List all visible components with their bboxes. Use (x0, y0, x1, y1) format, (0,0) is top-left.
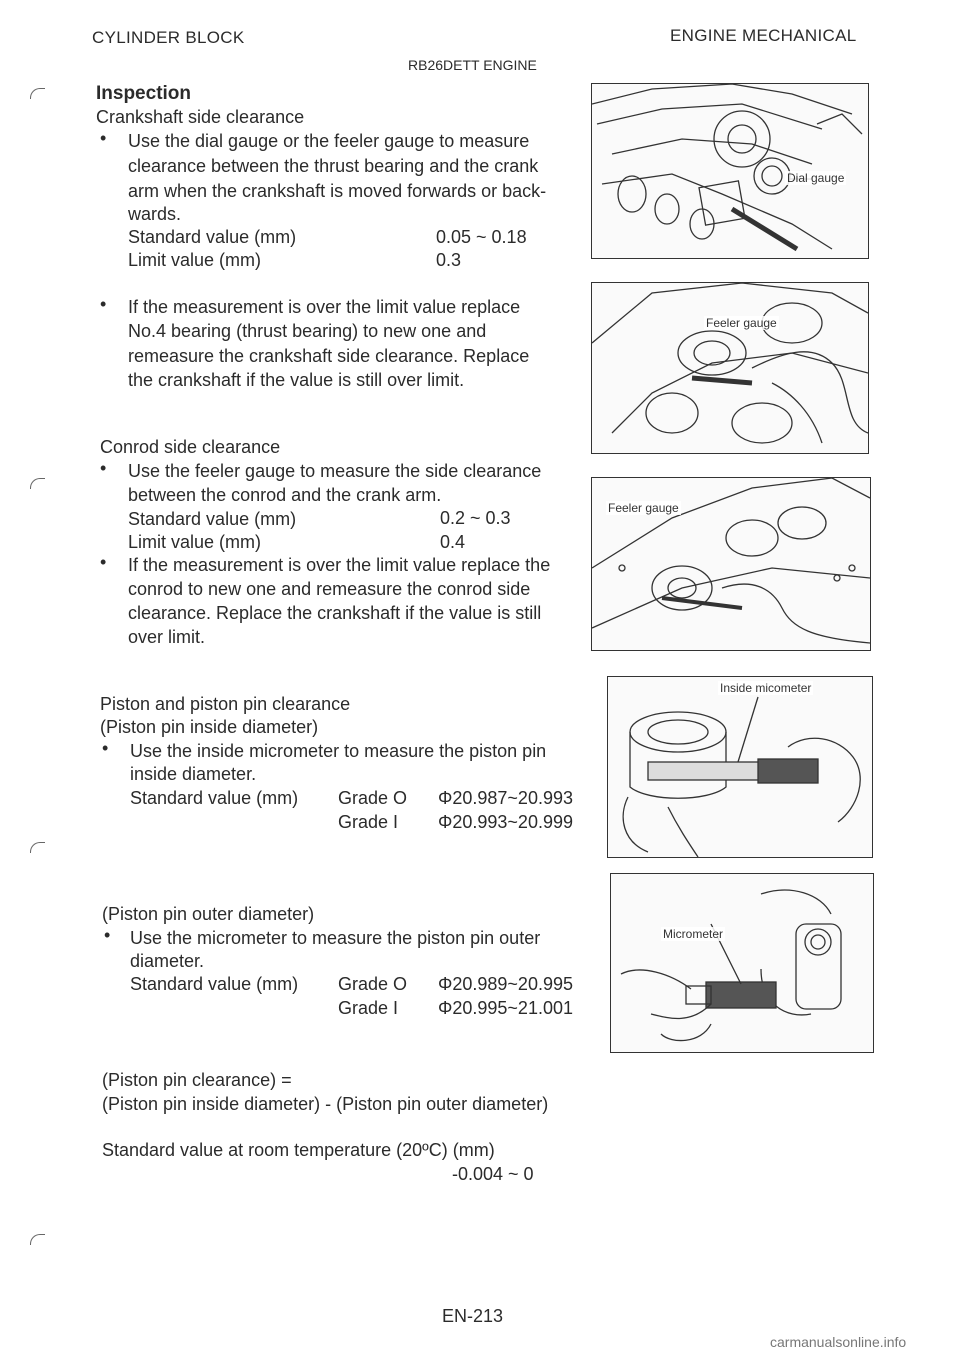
piston-inside-micrometer-illustration (608, 677, 872, 857)
section-title: CYLINDER BLOCK (92, 28, 245, 47)
crankshaft-illustration (592, 283, 868, 453)
figure-micrometer (610, 873, 874, 1053)
crank-std-label: Standard value (mm) (128, 227, 297, 247)
margin-mark (30, 478, 45, 489)
label-inside-micrometer: Inside micometer (720, 681, 812, 695)
figure-crank-feeler-gauge (591, 282, 869, 454)
figure-conrod-feeler-gauge (591, 477, 871, 651)
page-number: EN-213 (442, 1306, 504, 1326)
crank-bullet1-line1: Use the dial gauge or the feeler gauge to measure (128, 131, 530, 151)
piston-inside-bullet-line1: Use the inside micrometer to measure the piston pin (130, 741, 547, 761)
crank-bullet1-line3: arm when the crankshaft is moved forwards or back- (128, 181, 547, 201)
margin-mark (30, 88, 45, 99)
chapter-title: ENGINE MECHANICAL (670, 26, 857, 45)
figure-inside-micrometer (607, 676, 873, 858)
clearance-formula-line2: (Piston pin inside diameter) - (Piston pin outer diameter) (102, 1094, 549, 1114)
piston-outer-std-label: Standard value (mm) (130, 974, 299, 994)
room-temp-label: Standard value at room temperature (20ºC) (mm) (102, 1140, 495, 1160)
conrod-limit-label: Limit value (mm) (128, 532, 262, 552)
label-feeler-gauge-crank: Feeler gauge (706, 316, 777, 330)
crank-limit-value: 0.3 (436, 250, 462, 270)
conrod-bullet2-line4: over limit. (128, 627, 206, 647)
piston-inside-grade0-label: Grade O (338, 788, 408, 808)
margin-mark (30, 842, 45, 853)
piston-heading: Piston and piston pin clearance (100, 694, 351, 714)
bullet-icon: • (100, 128, 107, 148)
crank-bullet2-line1: If the measurement is over the limit value replace (128, 297, 521, 317)
crank-bullet1-line2: clearance between the thrust bearing and the crank (128, 156, 539, 176)
crank-bullet1-line4: wards. (128, 204, 182, 224)
label-feeler-gauge-conrod: Feeler gauge (608, 501, 679, 515)
bullet-icon: • (100, 458, 107, 478)
crank-bullet2-line4: the crankshaft if the value is still over limit. (128, 370, 465, 390)
conrod-bullet1-line1: Use the feeler gauge to measure the side clearance (128, 461, 542, 481)
piston-inside-grade0-value: Φ20.987~20.993 (438, 788, 573, 808)
crank-bullet2-line2: No.4 bearing (thrust bearing) to new one and (128, 321, 487, 341)
crank-bullet2-line3: remeasure the crankshaft side clearance. Replace (128, 346, 530, 366)
micrometer-illustration (611, 874, 873, 1052)
crank-heading: Crankshaft side clearance (96, 107, 305, 127)
bullet-icon: • (100, 294, 107, 314)
room-temp-value: -0.004 ~ 0 (452, 1164, 534, 1184)
piston-outer-bullet-line2: diameter. (130, 951, 205, 971)
piston-inside-bullet-line2: inside diameter. (130, 764, 257, 784)
piston-inside-grade1-value: Φ20.993~20.999 (438, 812, 573, 832)
bullet-icon: • (100, 552, 107, 572)
clearance-formula-line1: (Piston pin clearance) = (102, 1070, 292, 1090)
crank-limit-label: Limit value (mm) (128, 250, 262, 270)
piston-outer-grade1-value: Φ20.995~21.001 (438, 998, 573, 1018)
piston-inside-subheading: (Piston pin inside diameter) (100, 717, 319, 737)
label-micrometer: Micrometer (663, 927, 724, 941)
piston-inside-std-label: Standard value (mm) (130, 788, 299, 808)
label-dial-gauge: Dial gauge (787, 171, 845, 185)
piston-inside-grade1-label: Grade I (338, 812, 399, 832)
conrod-heading: Conrod side clearance (100, 437, 281, 457)
bullet-icon: • (104, 925, 111, 945)
margin-mark (30, 1234, 45, 1245)
watermark: carmanualsonline.info (770, 1334, 907, 1350)
figure-dial-gauge (591, 83, 869, 259)
conrod-bullet2-line1: If the measurement is over the limit value replace the (128, 555, 551, 575)
conrod-std-label: Standard value (mm) (128, 509, 297, 529)
crank-std-value: 0.05 ~ 0.18 (436, 227, 527, 247)
piston-outer-subheading: (Piston pin outer diameter) (102, 904, 315, 924)
inspection-heading: Inspection (96, 83, 192, 104)
piston-outer-grade1-label: Grade I (338, 998, 399, 1018)
piston-outer-grade0-value: Φ20.989~20.995 (438, 974, 573, 994)
bullet-icon: • (102, 738, 109, 758)
conrod-bullet2-line3: clearance. Replace the crankshaft if the value is still (128, 603, 542, 623)
engine-label: RB26DETT ENGINE (408, 57, 537, 73)
piston-outer-grade0-label: Grade O (338, 974, 408, 994)
piston-outer-bullet-line1: Use the micrometer to measure the piston pin outer (130, 928, 541, 948)
conrod-bullet1-line2: between the conrod and the crank arm. (128, 485, 442, 505)
conrod-std-value: 0.2 ~ 0.3 (440, 508, 511, 528)
conrod-bullet2-line2: conrod to new one and remeasure the conrod side (128, 579, 531, 599)
conrod-limit-value: 0.4 (440, 532, 466, 552)
